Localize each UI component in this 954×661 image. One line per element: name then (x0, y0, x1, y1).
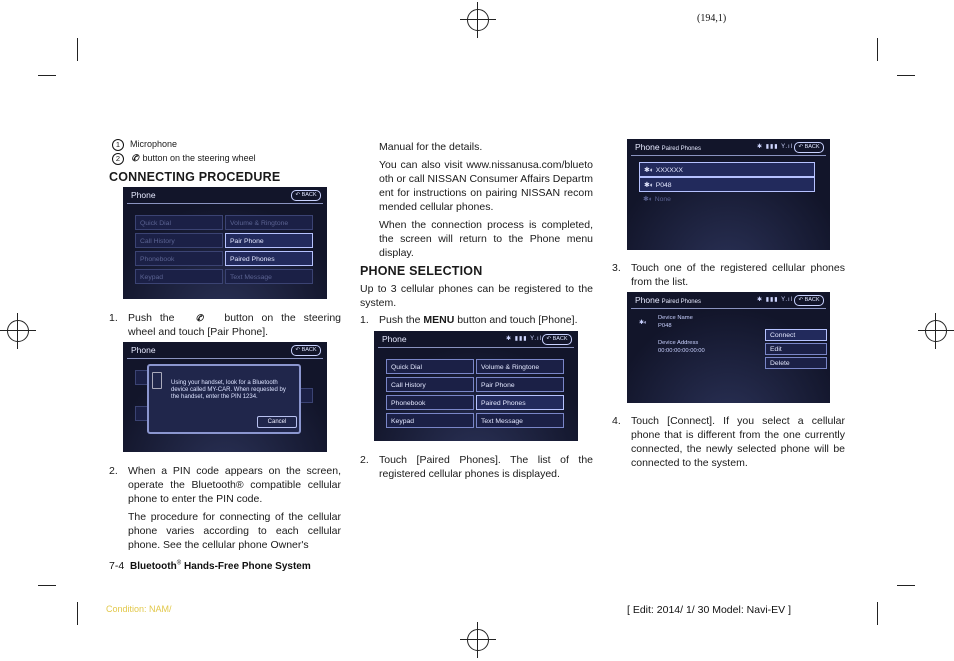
footer-condition: Condition: NAM/ (106, 604, 172, 614)
status-icons: ✱ ▮▮▮ Y.ıl (757, 144, 794, 150)
crop-mark (897, 585, 915, 586)
device-address-value: 00:00:00:00:00:00 (658, 348, 705, 354)
phone-button-icon: ✆ (195, 313, 204, 323)
registration-mark (460, 2, 496, 38)
step-2-text: When a PIN code appears on the screen, operate the Bluetooth® compatible cellular phone to enter the PIN code. (128, 465, 341, 505)
footer-edit-info: [ Edit: 2014/ 1/ 30 Model: Navi-EV ] (627, 604, 792, 616)
column-2 (379, 140, 593, 260)
volume-ringtone-button[interactable]: Volume & Ringtone (225, 215, 313, 230)
phone-button-icon: ✆ (131, 153, 139, 163)
device-address-label: Device Address (658, 340, 699, 346)
pair-phone-button[interactable]: Pair Phone (476, 377, 564, 392)
crop-mark (77, 38, 78, 61)
back-button[interactable]: ↶ BACK (291, 190, 321, 201)
handset-icon (152, 372, 162, 389)
phonebook-button[interactable]: Phonebook (135, 251, 223, 266)
phone-selection-intro: Up to 3 cellular phones can be registered to the system. (360, 283, 593, 309)
paired-phone-item[interactable]: ✱◐ XXXXXX (639, 162, 815, 177)
page-reference: (194,1) (697, 13, 727, 24)
legend-item-1: 1 Microphone (112, 137, 177, 151)
call-history-button[interactable]: Call History (386, 377, 474, 392)
pair-phone-button[interactable]: Pair Phone (225, 233, 313, 248)
pin-dialog-screen (123, 342, 327, 452)
screen-header: Phone Paired Phones (631, 292, 826, 309)
cancel-button[interactable]: Cancel (257, 416, 297, 428)
registration-mark (0, 313, 36, 349)
crop-mark (38, 75, 56, 76)
screen-header: Phone (127, 342, 323, 359)
text-message-button[interactable]: Text Message (476, 413, 564, 428)
delete-button[interactable]: Delete (765, 357, 827, 369)
paired-phone-item[interactable]: ✱◐ P048 (639, 177, 815, 192)
paragraph: When the connection process is completed, the screen will return to the Phone menu display. (379, 219, 593, 259)
legend-item-2: 2 ✆ button on the steering wheel (112, 151, 256, 165)
back-button[interactable]: ↶ BACK (794, 142, 824, 153)
crop-mark (897, 75, 915, 76)
phone-menu-screen (374, 331, 578, 441)
call-history-button[interactable]: Call History (135, 233, 223, 248)
section-heading-phone-selection: PHONE SELECTION (360, 264, 483, 278)
crop-mark (38, 585, 56, 586)
paired-phones-screen (627, 139, 830, 250)
step-3-text: Touch one of the registered cellular phones from the list. (631, 262, 845, 288)
keypad-button[interactable]: Keypad (135, 269, 223, 284)
back-button[interactable]: ↶ BACK (291, 345, 321, 356)
dialog-message: Using your handset, look for a Bluetooth device called MY-CAR. When requested by the handset, enter the PIN 1234. (171, 380, 286, 400)
step-4-text: Touch [Connect]. If you select a cellular phone that is different from the one currently connected, the newly selected phone will be connected to the system. (631, 415, 845, 469)
phone-status-icon: ✱◐ (639, 320, 648, 326)
screen-header: Phone (127, 187, 323, 204)
quick-dial-button[interactable]: Quick Dial (386, 359, 474, 374)
paired-phone-item[interactable]: ✱◐ None (643, 196, 671, 203)
keypad-button[interactable]: Keypad (386, 413, 474, 428)
footer-section-title: 7-4 Bluetooth® Hands-Free Phone System (109, 560, 311, 572)
pin-dialog (147, 364, 301, 434)
phone-menu-screen-pair (123, 187, 327, 299)
text-message-button[interactable]: Text Message (225, 269, 313, 284)
step-2-note: The procedure for connecting of the cellular phone varies according to each cellular phone. See the cellular phone Owner's (128, 511, 341, 551)
quick-dial-button[interactable]: Quick Dial (135, 215, 223, 230)
status-icons: ✱ ▮▮▮ Y.ıl (506, 336, 543, 342)
callout-2-icon: 2 (112, 153, 124, 165)
paragraph: You can also visit www.nissanusa.com/bluetooth or call NISSAN Consumer Affairs Department for instructions on pairing NISSAN recommended cellular phones. (379, 159, 593, 213)
screen-header: Phone (378, 331, 574, 348)
back-button[interactable]: ↶ BACK (542, 334, 572, 345)
back-button[interactable]: ↶ BACK (794, 295, 824, 306)
paragraph: Manual for the details. (379, 141, 483, 153)
registration-mark (918, 313, 954, 349)
crop-mark (877, 38, 878, 61)
edit-button[interactable]: Edit (765, 343, 827, 355)
crop-mark (877, 602, 878, 625)
crop-mark (77, 602, 78, 625)
volume-ringtone-button[interactable]: Volume & Ringtone (476, 359, 564, 374)
registration-mark (460, 622, 496, 658)
phone-detail-screen (627, 292, 830, 403)
connect-button[interactable]: Connect (765, 329, 827, 341)
paired-phones-button[interactable]: Paired Phones (476, 395, 564, 410)
device-name-value: P048 (658, 323, 672, 329)
paired-phones-button[interactable]: Paired Phones (225, 251, 313, 266)
status-icons: ✱ ▮▮▮ Y.ıl (757, 297, 794, 303)
section-heading-connecting: CONNECTING PROCEDURE (109, 170, 281, 184)
step-2-text: Touch [Paired Phones]. The list of the registered cellular phones is displayed. (379, 454, 593, 480)
phonebook-button[interactable]: Phonebook (386, 395, 474, 410)
screen-header: Phone Paired Phones (631, 139, 826, 156)
device-name-label: Device Name (658, 315, 693, 321)
callout-1-icon: 1 (112, 139, 124, 151)
